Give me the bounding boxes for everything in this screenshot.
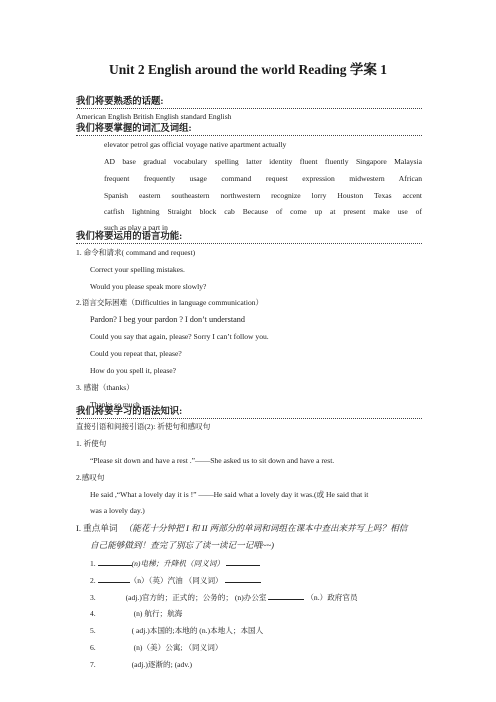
exercise-heading-row bbox=[76, 523, 407, 533]
section-vocab-heading: 我们将要掌握的词汇及词组: bbox=[76, 123, 422, 136]
exercise-item bbox=[90, 575, 261, 586]
vocab-line: elevator petrol gas official voyage native apartment actually bbox=[104, 140, 287, 149]
answer-blank[interactable] bbox=[225, 575, 261, 583]
item-text: （n）（英）汽油 （同义词） bbox=[129, 576, 223, 585]
exercise-item bbox=[90, 643, 222, 653]
vocab-line: such as play a part in bbox=[104, 223, 168, 232]
item-number: 2. bbox=[90, 576, 96, 585]
answer-blank[interactable] bbox=[98, 558, 132, 566]
section-function-heading: 我们将要运用的语言功能: bbox=[76, 231, 422, 244]
function-line: 1. 命令和请求( command and request) bbox=[76, 248, 196, 257]
item-text: (n)（美）公寓; （同义词） bbox=[133, 643, 223, 652]
item-number: 3. bbox=[90, 593, 96, 602]
exercise-heading: I. 重点单词 bbox=[76, 523, 118, 533]
vocab-line: frequent frequently usage command request expression midwestern African bbox=[104, 174, 422, 183]
topic-line: American English British English standard English bbox=[76, 112, 232, 121]
item-number: 5. bbox=[90, 626, 96, 635]
vocab-line: Spanish eastern southeastern northwestern recognize lorry Houston Texas accent bbox=[104, 191, 422, 200]
item-text: ( adj.)本国的;本地的 (n.)本地人；本国人 bbox=[131, 626, 264, 635]
function-line: Correct your spelling mistakes. bbox=[90, 265, 185, 274]
item-text: (n) 航行；航海 bbox=[133, 609, 183, 618]
answer-blank[interactable] bbox=[268, 592, 304, 600]
exercise-item bbox=[90, 558, 260, 569]
vocab-line: AD base gradual vocabulary spelling latter identity fluent fluently Singapore Malaysia bbox=[104, 157, 422, 166]
item-number: 4. bbox=[90, 609, 96, 618]
grammar-line: was a lovely day.) bbox=[90, 506, 145, 515]
exercise-instruction: （能花十分钟把 I 和 II 两部分的单词和词组在课本中查出来并写上吗？相信 bbox=[123, 523, 408, 533]
grammar-line: “Please sit down and have a rest .”——She asked us to sit down and have a rest. bbox=[90, 456, 335, 465]
grammar-line: 2.感叹句 bbox=[76, 473, 105, 482]
item-number: 1. bbox=[90, 559, 96, 568]
grammar-line: He said ,“What a lovely day it is !” ——He said what a lovely day it was.(或 He said that it bbox=[90, 490, 369, 499]
section-topic-heading: 我们将要熟悉的话题: bbox=[76, 96, 422, 109]
item-text: (n)电梯；升降机（同义词） bbox=[131, 559, 224, 568]
section-grammar-heading: 我们将要学习的语法知识: bbox=[76, 406, 422, 419]
function-line: Could you repeat that, please? bbox=[90, 349, 182, 358]
vocab-line: catfish lightning Straight block cab Because of come up at present make use of bbox=[104, 207, 422, 216]
function-line: Thanks so much bbox=[90, 400, 140, 409]
function-line: How do you spell it, please? bbox=[90, 366, 177, 375]
page-title: Unit 2 English around the world Reading 学案 1 bbox=[108, 62, 388, 77]
exercise-item bbox=[90, 609, 182, 619]
function-line: Pardon? I beg your pardon ? I don’t understand bbox=[90, 315, 245, 324]
function-line: 3. 感谢（thanks） bbox=[76, 383, 134, 392]
function-line: 2.语言交际困难（Difficulties in language communication） bbox=[76, 298, 264, 307]
grammar-line: 1. 祈使句 bbox=[76, 439, 107, 448]
grammar-line: 直接引语和间接引语(2): 祈使句和感叹句 bbox=[76, 422, 211, 431]
exercise-item bbox=[90, 660, 192, 670]
exercise-instruction-cont: 自己能够做到！查完了别忘了读一读记一记哦~~) bbox=[90, 540, 275, 550]
function-line: Would you please speak more slowly? bbox=[90, 282, 207, 291]
function-line: Could you say that again, please? Sorry I can’t follow you. bbox=[90, 332, 269, 341]
answer-blank[interactable] bbox=[98, 575, 130, 583]
exercise-item bbox=[90, 626, 263, 636]
item-text: (adj.)逐渐的; (adv.) bbox=[131, 660, 193, 669]
item-text-tail: （n.）政府官员 bbox=[306, 593, 358, 602]
item-number: 7. bbox=[90, 660, 96, 669]
item-text: (adj.)官方的；正式的；公务的； (n)办公室 bbox=[125, 593, 267, 602]
answer-blank[interactable] bbox=[226, 558, 260, 566]
exercise-item bbox=[90, 592, 358, 603]
item-number: 6. bbox=[90, 643, 96, 652]
